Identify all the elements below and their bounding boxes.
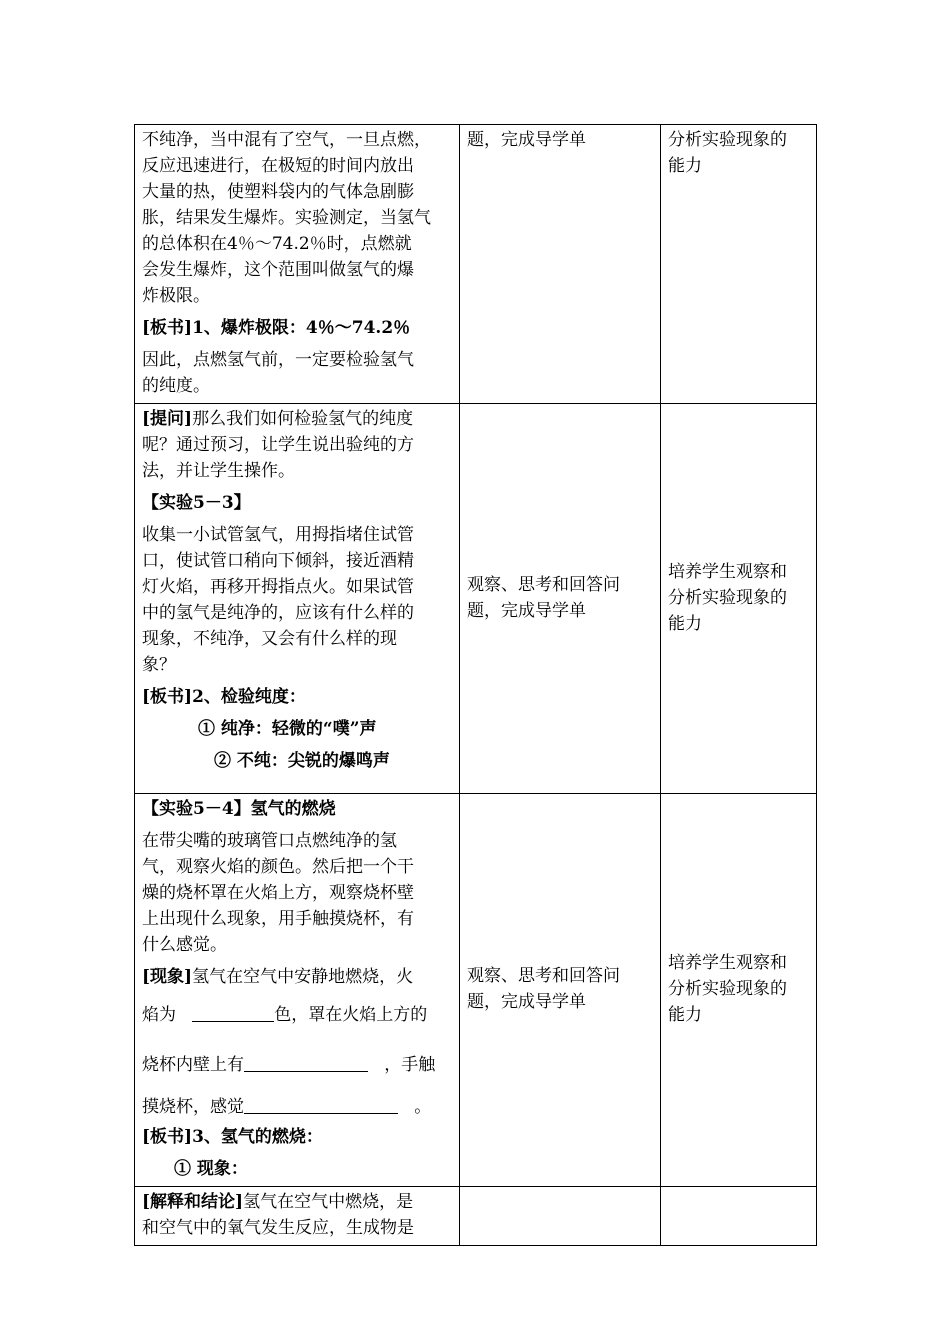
text-line: 中的氢气是纯净的，应该有什么样的 xyxy=(142,603,414,623)
student-activity-cell xyxy=(460,125,661,404)
text-line: 的总体积在4％～74.2％时，点燃就 xyxy=(142,234,412,254)
text-line: 口，使试管口稍向下倾斜，接近酒精 xyxy=(142,551,414,571)
experiment-title: 【实验5－3】 xyxy=(142,493,251,513)
fill-line-flame-color: 焰为 色，罩在火焰上方的 xyxy=(142,1005,428,1025)
table-row xyxy=(135,1187,817,1246)
text-line: 和空气中的氧气发生反应，生成物是 xyxy=(142,1218,414,1238)
text-line: 炸极限。 xyxy=(142,286,210,306)
text-line: 胀，结果发生爆炸。实验测定，当氢气 xyxy=(142,208,431,228)
text-line: 分析实验现象的 xyxy=(668,587,787,608)
text-line: 不纯净，当中混有了空气，一旦点燃， xyxy=(142,130,431,150)
text-line: 的纯度。 xyxy=(142,376,210,396)
design-intent-cell xyxy=(661,794,817,1187)
blank-feeling[interactable] xyxy=(244,1095,398,1114)
text-line: 能力 xyxy=(668,1005,702,1025)
question-line: [提问]那么我们如何检验氢气的纯度 xyxy=(142,409,414,429)
blank-beaker-wall[interactable] xyxy=(244,1053,368,1072)
text-line: 能力 xyxy=(668,613,702,634)
table-row xyxy=(135,404,817,794)
text-line: 大量的热，使塑料袋内的气体急剧膨 xyxy=(142,182,414,202)
text-line: 能力 xyxy=(668,156,702,176)
text-line: 会发生爆炸，这个范围叫做氢气的爆 xyxy=(142,260,414,280)
phenomenon-line: [现象]氢气在空气中安静地燃烧，火 xyxy=(142,967,414,987)
combustion-item-phenomenon: ① 现象： xyxy=(174,1159,248,1179)
design-intent-cell xyxy=(661,125,817,404)
table-row xyxy=(135,125,817,404)
text-line: 上出现什么现象，用手触摸烧杯，有 xyxy=(142,909,414,929)
text-line: 题，完成导学单 xyxy=(467,130,586,150)
text-line: 气，观察火焰的颜色。然后把一个干 xyxy=(142,857,414,877)
purity-item-pure: ① 纯净：轻微的“噗”声 xyxy=(198,719,377,739)
question-tag: [提问] xyxy=(142,409,193,429)
board-note: [板书]1、爆炸极限：4％～74.2％ xyxy=(142,318,411,338)
design-intent-cell xyxy=(661,1187,817,1246)
text-line: 收集一小试管氢气，用拇指堵住试管 xyxy=(142,525,414,545)
design-intent-cell xyxy=(661,404,817,794)
teacher-activity-cell xyxy=(135,794,460,1187)
purity-item-impure: ② 不纯：尖锐的爆鸣声 xyxy=(214,751,390,771)
experiment-title: 【实验5－4】氢气的燃烧 xyxy=(142,799,336,819)
text-line: 培养学生观察和 xyxy=(668,953,787,973)
text-line: 法，并让学生操作。 xyxy=(142,461,295,481)
text-line: 分析实验现象的 xyxy=(668,130,787,150)
board-note: [板书]3、氢气的燃烧： xyxy=(142,1127,323,1147)
text-line: 培养学生观察和 xyxy=(668,561,787,582)
text-line: 什么感觉。 xyxy=(142,935,227,955)
text-line: 燥的烧杯罩在火焰上方，观察烧杯壁 xyxy=(142,883,414,903)
text-line: 分析实验现象的 xyxy=(668,979,787,999)
text-line: 灯火焰，再移开拇指点火。如果试管 xyxy=(142,577,414,597)
conclusion-line: [解释和结论]氢气在空气中燃烧，是 xyxy=(142,1192,414,1212)
text-line: 题，完成导学单 xyxy=(467,600,586,621)
teacher-activity-cell xyxy=(135,125,460,404)
student-activity-cell xyxy=(460,1187,661,1246)
teacher-activity-cell xyxy=(135,1187,460,1246)
text-line: 象？ xyxy=(142,655,176,675)
teacher-activity-cell xyxy=(135,404,460,794)
fill-line-beaker-wall: 烧杯内壁上有 ，手触 xyxy=(142,1055,436,1075)
student-activity-cell xyxy=(460,404,661,794)
lesson-plan-table xyxy=(134,124,817,1246)
board-note: [板书]2、检验纯度： xyxy=(142,687,306,707)
student-activity-cell xyxy=(460,794,661,1187)
text-line: 观察、思考和回答问 xyxy=(467,966,620,986)
table-row xyxy=(135,794,817,1187)
text-line: 反应迅速进行，在极短的时间内放出 xyxy=(142,156,414,176)
text-line: 在带尖嘴的玻璃管口点燃纯净的氢 xyxy=(142,831,397,851)
text-line: 呢？通过预习，让学生说出验纯的方 xyxy=(142,435,414,455)
blank-flame-color[interactable] xyxy=(192,1003,274,1022)
text-line: 题，完成导学单 xyxy=(467,992,586,1012)
fill-line-feeling: 摸烧杯，感觉 。 xyxy=(142,1097,432,1117)
text-line: 观察、思考和回答问 xyxy=(467,574,620,595)
text-line: 因此，点燃氢气前，一定要检验氢气 xyxy=(142,350,414,370)
text-line: 现象，不纯净，又会有什么样的现 xyxy=(142,629,397,649)
